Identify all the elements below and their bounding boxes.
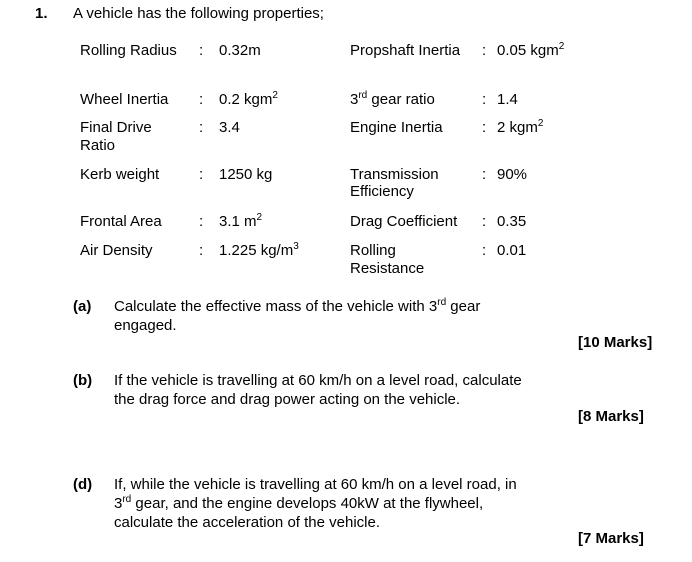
part-a-marks: [10 Marks] bbox=[578, 334, 653, 351]
rolling-resistance-label-line1: Rolling bbox=[350, 242, 396, 259]
colon: : bbox=[482, 242, 487, 259]
frontal-area-label: Frontal Area bbox=[80, 213, 162, 230]
part-d-letter: (d) bbox=[73, 476, 93, 493]
transmission-value: 90% bbox=[497, 166, 528, 183]
rolling-radius-label: Rolling Radius bbox=[80, 42, 177, 59]
propshaft-inertia-label: Propshaft Inertia bbox=[350, 42, 461, 59]
part-d-line1: If, while the vehicle is travelling at 60 km/h on a level road, in bbox=[114, 476, 517, 493]
part-a-line2: engaged. bbox=[114, 317, 177, 334]
colon: : bbox=[199, 242, 204, 259]
gear-ratio-label: 3rd gear ratio bbox=[350, 90, 435, 108]
rolling-resistance-value: 0.01 bbox=[497, 242, 527, 259]
final-drive-value: 3.4 bbox=[219, 119, 240, 136]
colon: : bbox=[199, 166, 204, 183]
part-b-marks: [8 Marks] bbox=[578, 408, 644, 425]
colon: : bbox=[482, 166, 487, 183]
transmission-label-line2: Efficiency bbox=[350, 183, 414, 200]
engine-inertia-value: 2 kgm$^2$ bbox=[497, 118, 544, 136]
drag-coefficient-value: 0.35 bbox=[497, 213, 527, 230]
wheel-inertia-label: Wheel Inertia bbox=[80, 91, 169, 108]
engine-inertia-label: Engine Inertia bbox=[350, 119, 443, 136]
colon: : bbox=[199, 91, 204, 108]
part-a-letter: (a) bbox=[73, 298, 92, 315]
part-b-letter: (b) bbox=[73, 372, 93, 389]
part-d-line2: 3rd gear, and the engine develops 40kW at the flywheel, bbox=[114, 494, 484, 512]
final-drive-label-line1: Final Drive bbox=[80, 119, 152, 136]
propshaft-inertia-value: 0.05 kgm$^2$ bbox=[497, 41, 565, 59]
transmission-label-line1: Transmission bbox=[350, 166, 439, 183]
part-d-line3: calculate the acceleration of the vehicle. bbox=[114, 514, 380, 531]
part-a-line1: Calculate the effective mass of the vehicle with 3rd gear bbox=[114, 297, 481, 315]
part-b-line2: the drag force and drag power acting on the vehicle. bbox=[114, 391, 461, 408]
drag-coefficient-label: Drag Coefficient bbox=[350, 213, 458, 230]
part-b-line1: If the vehicle is travelling at 60 km/h on a level road, calculate bbox=[114, 372, 522, 389]
colon: : bbox=[199, 42, 204, 59]
colon: : bbox=[482, 213, 487, 230]
question-number: 1. bbox=[35, 5, 48, 22]
colon: : bbox=[199, 119, 204, 136]
colon: : bbox=[482, 119, 487, 136]
kerb-weight-label: Kerb weight bbox=[80, 166, 160, 183]
air-density-value: 1.225 $kg/m^3$ bbox=[219, 241, 299, 259]
air-density-label: Air Density bbox=[80, 242, 153, 259]
gear-ratio-value: 1.4 bbox=[497, 91, 518, 108]
frontal-area-value: 3.1 $m^2$ bbox=[219, 212, 263, 230]
part-d-marks: [7 Marks] bbox=[578, 530, 644, 547]
wheel-inertia-value: 0.2 kgm$^2$ bbox=[219, 90, 278, 108]
colon: : bbox=[482, 91, 487, 108]
rolling-resistance-label-line2: Resistance bbox=[350, 260, 425, 277]
colon: : bbox=[482, 42, 487, 59]
colon: : bbox=[199, 213, 204, 230]
kerb-weight-value: 1250 kg bbox=[219, 166, 273, 183]
rolling-radius-value: 0.32m bbox=[219, 42, 261, 59]
question-intro: A vehicle has the following properties; bbox=[73, 5, 324, 22]
final-drive-label-line2: Ratio bbox=[80, 137, 116, 154]
